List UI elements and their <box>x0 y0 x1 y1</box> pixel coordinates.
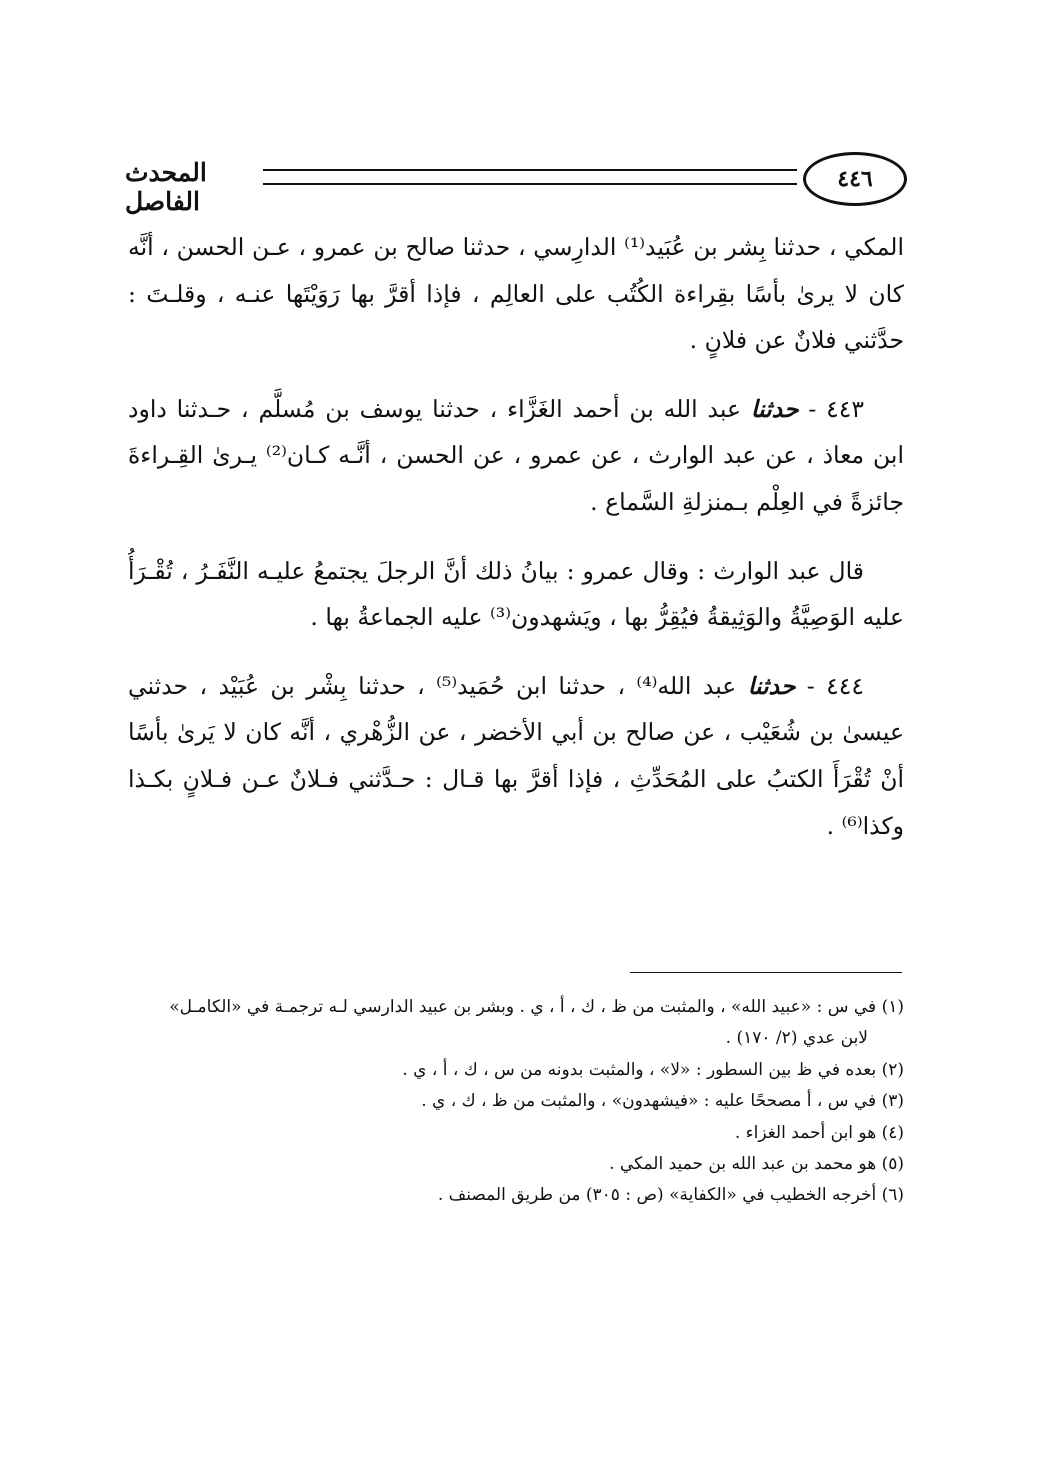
footnote-3: (٣) في س ، أ مصححًا عليه : «فيشهدون» ، والمثبت من ظ ، ك ، ي . <box>421 1091 904 1112</box>
header-double-rule <box>263 169 797 185</box>
footnote-2: (٢) بعده في ظ بين السطور : «لا» ، والمثبت بدونه من س ، ك ، أ ، ي . <box>402 1059 904 1080</box>
hadith-number: ٤٤٣ - <box>798 394 865 423</box>
main-text <box>128 224 904 871</box>
footnote-1: (١) في س : «عبيد الله» ، والمثبت من ظ ، ك ، أ ، ي . وبشر بن عبيد الدارسي لـه ترجمـة في «الكامـل» <box>169 997 904 1017</box>
hadith-number: ٤٤٤ - <box>795 671 864 700</box>
haddathana-keyword: حدثنا <box>747 671 796 700</box>
paragraph-text: عبد الله⁽⁴⁾ ، حدثنا ابن حُمَيد⁽⁵⁾ ، حدثنا بِشْر بن عُبَيْد ، حدثني عيسىٰ بن شُعَيْب ، عن صالح بن أبي الأخضر ، عن الزُّهْري ، أنَّه كان لا يَرىٰ بأسًا أنْ تُقْرَأَ الكتبُ على المُحَدِّثِ ، فإذا أقرَّ بها قـال : حـدَّثني فـلانٌ عـن فـلانٍ بكـذا وكذا⁽⁶⁾ . <box>128 671 904 840</box>
haddathana-keyword: حدثنا <box>750 394 799 423</box>
book-title: المحدث الفاصل <box>125 158 207 216</box>
paragraph-3: قال عبد الوارث : وقال عمرو : بيانُ ذلك أنَّ الرجلَ يجتمعُ عليـه النَّفَـرُ ، تُقْـرَأُ عليه الوَصِيَّةُ والوَثِيقةُ فيُقِرُّ بها ، ويَشهدون⁽³⁾ عليه الجماعةُ بها . <box>128 556 904 632</box>
page-header <box>125 152 907 216</box>
footnote-4: (٤) هو ابن أحمد الغزاء . <box>734 1122 904 1143</box>
paragraph-1: المكي ، حدثنا بِشر بن عُبَيد⁽¹⁾ الدارِسي ، حدثنا صالح بن عمرو ، عـن الحسن ، أنَّه كان لا يرىٰ بأسًا بقِراءة الكُتُب على العالِم ، فإذا أقرَّ بها رَوَيْتَها عنـه ، وقلـتَ : حدَّثني فلانٌ عن فلانٍ . <box>128 233 904 355</box>
footnote-separator <box>630 972 902 973</box>
footnote-5: (٥) هو محمد بن عبد الله بن حميد المكي . <box>609 1154 904 1175</box>
footnote-6: (٦) أخرجه الخطيب في «الكفاية» (ص : ٣٠٥) من طريق المصنف . <box>437 1185 904 1206</box>
footnote-1-continuation: لابن عدي (٢/ ١٧٠) . <box>725 1028 868 1049</box>
paragraph-text: عبد الله بن أحمد الغَزَّاء ، حدثنا يوسف بن مُسلَّم ، حـدثنا داود ابن معاذ ، عن عبد الوارث ، عن عمرو ، عن الحسن ، أنَّـه كـان⁽²⁾ يـرىٰ القِـراءةَ جائزةً في العِلْم بـمنزلةِ السَّماع . <box>128 394 904 516</box>
paragraph-444 <box>128 663 904 849</box>
paragraph-443 <box>128 386 904 526</box>
page-number: ٤٤٦ <box>803 152 907 206</box>
footnotes <box>128 992 904 1212</box>
